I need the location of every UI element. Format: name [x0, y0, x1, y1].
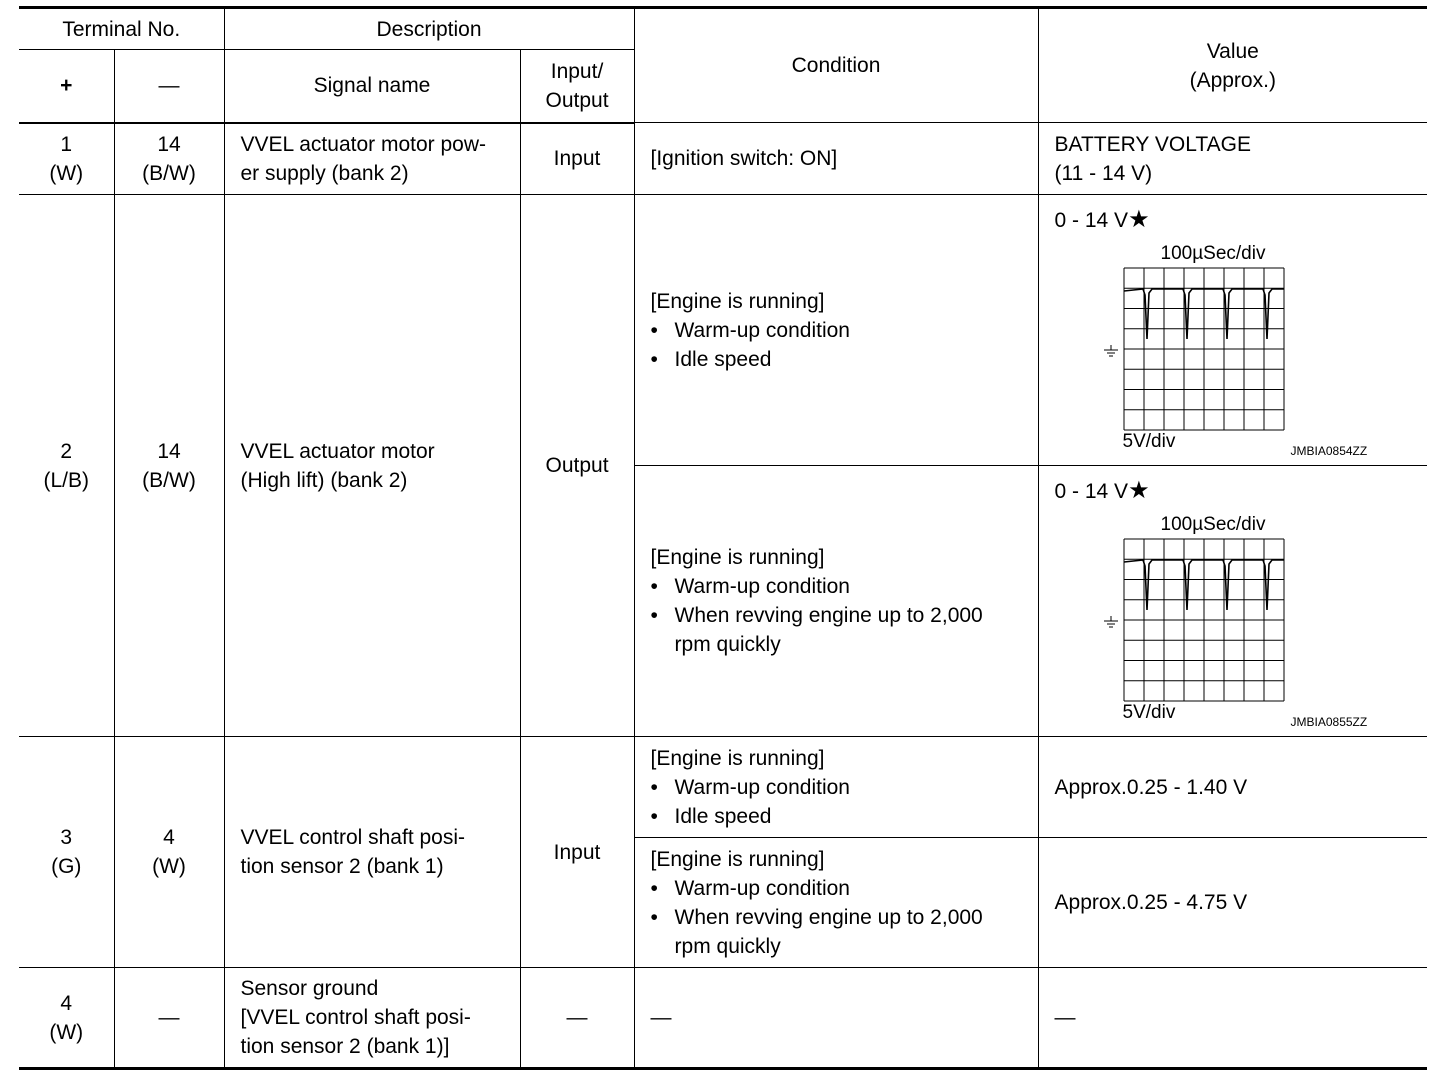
condition-title: [Engine is running]: [650, 289, 825, 313]
table-row: [19, 195, 1427, 466]
header-minus: —: [114, 50, 224, 123]
terminal-plus: 4 (W): [19, 968, 114, 1069]
table-row: [19, 968, 1427, 1069]
terminal-minus: 4 (W): [114, 737, 224, 968]
condition: [634, 737, 1038, 838]
signal-name: VVEL control shaft posi- tion sensor 2 (bank 1): [224, 737, 520, 968]
condition: —: [634, 968, 1038, 1069]
voltage-division: 5V/div: [1122, 431, 1176, 452]
terminal-plus: 2 (L/B): [19, 195, 114, 737]
value: Approx.0.25 - 4.75 V: [1038, 838, 1427, 968]
terminal-minus: —: [114, 968, 224, 1069]
header-input-output: Input/ Output: [520, 50, 634, 123]
terminal-minus: 14 (B/W): [114, 195, 224, 737]
input-output: Input: [520, 737, 634, 968]
condition-title: [Engine is running]: [650, 546, 825, 569]
header-value: Value (Approx.): [1038, 8, 1427, 123]
ground-icon: [1103, 616, 1119, 630]
list-item: • Warm-up condition: [651, 316, 1030, 345]
oscilloscope-figure: [1039, 195, 1428, 465]
voltage-range-text: 0 - 14 V: [1054, 209, 1129, 232]
list-item: • Warm-up condition: [651, 773, 1030, 802]
terminal-plus: 1 (W): [19, 123, 114, 195]
value: [1038, 466, 1427, 737]
signal-name: Sensor ground [VVEL control shaft posi- tion sensor 2 (bank 1)]: [224, 968, 520, 1069]
figure-code: JMBIA0854ZZ: [1290, 444, 1368, 458]
list-item: • When revving engine up to 2,000 rpm quickly: [651, 903, 1030, 961]
condition: [634, 838, 1038, 968]
condition-title: [Engine is running]: [650, 746, 825, 770]
terminal-spec-table: [19, 6, 1427, 1070]
header-plus: +: [19, 50, 114, 123]
condition: [Ignition switch: ON]: [634, 123, 1038, 195]
list-item: • Warm-up condition: [651, 874, 1030, 903]
signal-name: VVEL actuator motor pow- er supply (bank 2): [224, 123, 520, 195]
list-item: • Idle speed: [651, 345, 1030, 374]
star-icon: ★: [1128, 477, 1150, 504]
time-division: 100µSec/div: [1160, 243, 1266, 264]
voltage-division: 5V/div: [1122, 702, 1176, 723]
header-description: Description: [224, 8, 634, 50]
terminal-minus: 14 (B/W): [114, 123, 224, 195]
list-item: • Idle speed: [651, 802, 1030, 831]
header-signal-name: Signal name: [224, 50, 520, 123]
oscilloscope-grid: [1123, 538, 1285, 702]
value: BATTERY VOLTAGE (11 - 14 V): [1038, 123, 1427, 195]
list-item: • Warm-up condition: [651, 572, 1030, 601]
value: Approx.0.25 - 1.40 V: [1038, 737, 1427, 838]
condition-list: [651, 572, 1030, 659]
input-output: —: [520, 968, 634, 1069]
value: [1038, 195, 1427, 466]
voltage-range: [1055, 476, 1150, 506]
ground-icon: [1103, 345, 1119, 359]
terminal-plus: 3 (G): [19, 737, 114, 968]
header-condition: Condition: [634, 8, 1038, 123]
condition-list: [651, 316, 1030, 374]
voltage-range: [1055, 205, 1150, 235]
oscilloscope-grid: [1123, 267, 1285, 431]
condition-list: [651, 874, 1030, 961]
oscilloscope-figure: [1039, 466, 1428, 736]
signal-name: VVEL actuator motor (High lift) (bank 2): [224, 195, 520, 737]
voltage-range-text: 0 - 14 V: [1054, 480, 1129, 503]
table-row: [19, 737, 1427, 838]
input-output: Input: [520, 123, 634, 195]
list-item: • When revving engine up to 2,000 rpm quickly: [651, 601, 1030, 659]
header-terminal-no: Terminal No.: [19, 8, 224, 50]
condition: [634, 195, 1038, 466]
star-icon: ★: [1128, 206, 1150, 233]
condition-title: [Engine is running]: [650, 847, 825, 871]
time-division: 100µSec/div: [1160, 514, 1266, 535]
input-output: Output: [520, 195, 634, 737]
condition-list: [651, 773, 1030, 831]
table-row: [19, 123, 1427, 195]
value: —: [1038, 968, 1427, 1069]
figure-code: JMBIA0855ZZ: [1290, 715, 1368, 729]
condition: [634, 466, 1038, 737]
